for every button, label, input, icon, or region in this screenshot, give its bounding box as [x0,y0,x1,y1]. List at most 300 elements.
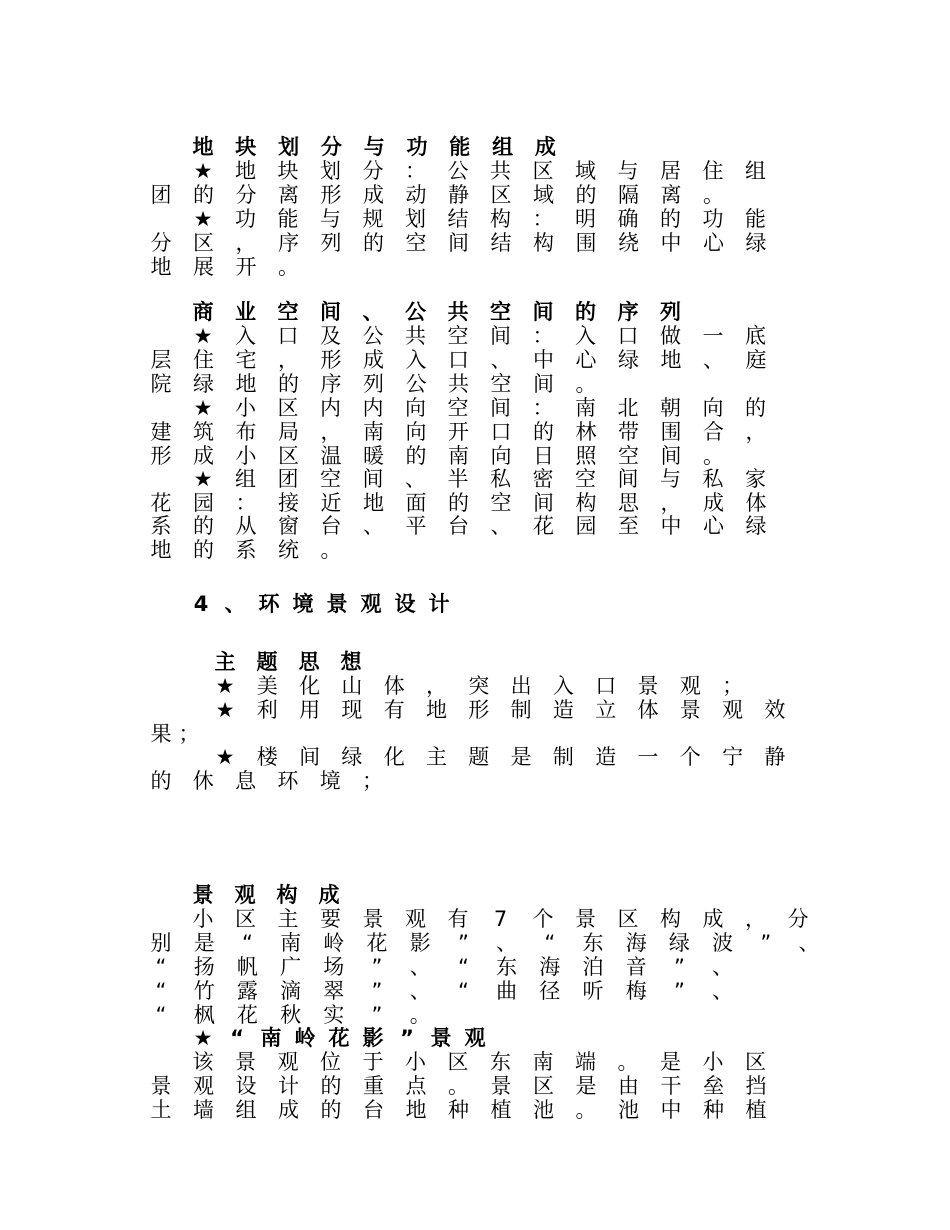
text-char: 从 [235,514,257,538]
text-char: 口 [617,324,639,348]
text-char: 听 [582,979,604,1003]
text-char: 业 [235,300,256,324]
text-char: 东 [496,955,518,979]
text-char: 分 [150,231,172,255]
text-char: 设 [394,592,416,616]
text-char: 层 [150,348,172,372]
text-char: ： [532,396,554,420]
text-char: 主 [277,907,299,931]
text-char: ★ [193,324,213,348]
text-char: 植 [745,1098,767,1122]
text-char: 结 [490,231,512,255]
text-char: 枫 [193,1003,215,1027]
text-char: 照 [575,444,597,468]
text-char: ； [178,722,200,746]
text-char: 景 [235,1050,256,1074]
text-char: 划 [405,207,426,231]
text-char: 序 [617,300,639,324]
text-char: ， [278,348,299,372]
text-char: ” [371,955,383,979]
text-char: 开 [235,255,257,279]
text-char: 形 [320,183,342,207]
text-char: 池 [533,1098,554,1122]
text-char: 的 [320,1098,342,1122]
text-char: ★ [215,745,235,769]
text-char: 园 [193,491,214,515]
text-char: 功 [406,135,428,159]
text-char: 共 [405,324,426,348]
text-char: 造 [552,698,574,722]
text-char: 岭 [323,931,345,955]
text-char: 空 [490,372,512,396]
text-char: ： [532,324,554,348]
text-char: 广 [280,955,302,979]
text-char: 主 [214,650,236,674]
text-char: 静 [764,745,786,769]
text-char: 区 [617,907,639,931]
text-char: 影 [409,931,431,955]
text-char: 住 [702,159,724,183]
text-char: 花 [150,491,172,515]
text-char: 是 [575,1074,597,1098]
text-char: ★ [193,396,213,420]
text-char: 序 [278,231,299,255]
text-char: 至 [618,514,639,538]
text-char: 中 [660,1098,682,1122]
text-char: 区 [277,396,299,420]
text-char: “ [230,1026,244,1050]
text-char: 成 [278,1098,299,1122]
text-char: 台 [320,514,342,538]
text-char: 向 [405,420,427,444]
text-char: 墙 [193,1098,214,1122]
text-char: 家 [745,467,766,491]
text-char: 观 [405,907,426,931]
text-char: 间 [490,324,511,348]
text-char: 现 [341,698,363,722]
text-char: 环 [258,592,280,616]
text-char: 想 [340,650,362,674]
text-char: 共 [490,159,511,183]
text-char: 、 [703,348,724,372]
text-char: 构 [575,491,597,515]
text-char: 果 [150,722,172,746]
text-char: 由 [618,1074,639,1098]
text-char: 窗 [278,514,299,538]
text-char: 公 [405,300,426,324]
text-char: 形 [468,698,490,722]
text-char: 息 [235,769,257,793]
text-char: ： [405,159,426,183]
text-char: 组 [745,159,766,183]
text-char: 景 [192,883,214,907]
text-char: 向 [702,396,724,420]
text-char: 点 [405,1074,427,1098]
text-char: ” [673,955,685,979]
text-char: 立 [595,698,617,722]
text-char: 花 [533,514,554,538]
text-char: 南 [575,396,596,420]
text-char: “ [544,931,556,955]
text-char: 地 [660,348,682,372]
text-char: ， [745,907,766,931]
text-char: 近 [320,491,342,515]
text-char: 成 [363,348,384,372]
text-char: 观 [193,1074,214,1098]
text-char: 景 [326,592,348,616]
text-char: 的 [193,538,214,562]
text-char: 形 [320,348,342,372]
text-char: 庭 [745,348,767,372]
text-char: 团 [150,183,172,207]
text-char: 干 [660,1074,682,1098]
text-char: 构 [533,231,554,255]
text-char: ， [320,420,342,444]
text-char: 岭 [294,1026,316,1050]
text-char: 帆 [236,955,258,979]
text-char: 、 [496,931,518,955]
text-char: 离 [660,183,682,207]
text-char: 的 [575,300,596,324]
text-char: 暖 [363,444,384,468]
text-char: 口 [490,420,512,444]
text-char: 内 [320,396,341,420]
text-char: 小 [192,907,214,931]
text-char: 朝 [660,396,681,420]
text-char: “ [457,955,469,979]
text-char: 心 [703,231,724,255]
text-char: 的 [278,372,299,396]
text-char: 题 [256,650,278,674]
text-char: 住 [193,348,214,372]
text-char: 、 [409,979,431,1003]
text-char: 地 [235,372,257,396]
text-char: 观 [464,1026,486,1050]
text-char: 组 [492,135,514,159]
text-char: ★ [193,1026,213,1050]
text-char: 心 [575,348,597,372]
text-char: 楼 [256,745,278,769]
text-char: 设 [235,1074,257,1098]
text-char: 台 [448,514,469,538]
text-char: 、 [490,348,512,372]
text-char: 间 [533,372,554,396]
text-char: 南 [260,1026,282,1050]
text-char: 植 [490,1098,512,1122]
text-char: 扬 [193,955,215,979]
text-char: 实 [323,1003,345,1027]
text-char: 地 [150,538,172,562]
text-char: 、 [712,979,734,1003]
text-char: 构 [660,907,681,931]
text-char: 、 [363,514,384,538]
text-char: 观 [722,698,744,722]
text-char: 成 [363,183,384,207]
text-char: 观 [234,883,256,907]
text-char: 小 [405,1050,426,1074]
text-char: 要 [320,907,341,931]
text-char: 绿 [193,372,214,396]
text-char: 梅 [625,979,647,1003]
text-char: 能 [449,135,471,159]
text-char: 空 [277,300,299,324]
text-char: 美 [256,674,278,698]
text-char: “ [457,979,469,1003]
text-char: 成 [702,907,724,931]
text-char: 明 [575,207,596,231]
text-char: 温 [320,444,342,468]
text-char: 确 [617,207,639,231]
text-char: 间 [617,467,639,491]
text-char: 成 [318,883,340,907]
text-char: 围 [575,231,597,255]
text-char: 成 [534,135,556,159]
text-char: 间 [533,491,554,515]
text-char: ★ [215,674,235,698]
text-char: 日 [533,444,554,468]
text-char: 个 [679,745,701,769]
text-char: ” [371,979,383,1003]
text-char: 入 [552,674,574,698]
text-char: 7 [493,907,508,931]
text-char: ： [532,207,554,231]
text-char: 景 [490,1074,512,1098]
text-char: 是 [510,745,532,769]
text-char: 口 [595,674,617,698]
text-char: 团 [277,467,299,491]
text-char: 环 [277,769,299,793]
text-char: 空 [575,467,596,491]
text-char: 分 [235,183,257,207]
text-char: 绿 [745,231,767,255]
text-char: 海 [539,955,561,979]
text-char: 曲 [496,979,518,1003]
text-char: 开 [448,420,469,444]
text-char: 区 [278,444,299,468]
text-char: 景 [575,907,596,931]
text-char: 是 [193,931,215,955]
text-char: 化 [299,674,321,698]
text-char: 东 [582,931,604,955]
text-char: 间 [660,444,682,468]
text-char: 口 [277,324,299,348]
text-char: ★ [215,698,235,722]
text-char: 。 [278,255,299,279]
text-char: 分 [362,159,384,183]
text-char: 4 [193,592,209,616]
text-char: 地 [150,255,172,279]
text-char: 带 [618,420,639,444]
text-char: ★ [193,159,213,183]
text-char: “ [241,931,253,955]
text-char: 与 [363,135,385,159]
text-char: 间 [448,231,469,255]
text-char: 、 [224,592,246,616]
text-char: ” [760,931,772,955]
text-char: 商 [192,300,214,324]
text-char: 统 [278,538,299,562]
text-char: 径 [539,979,561,1003]
text-char: ” [673,979,685,1003]
text-char: 入 [235,324,256,348]
text-char: 区 [532,159,554,183]
text-char: 中 [533,348,554,372]
text-char: 翠 [323,979,345,1003]
text-char: 的 [533,420,554,444]
text-char: 的 [575,183,597,207]
text-char: 土 [150,1098,172,1122]
text-char: 中 [660,231,682,255]
text-char: 接 [278,491,299,515]
text-char: 组 [235,1098,257,1122]
text-char: 的 [193,514,214,538]
text-char: 的 [363,231,384,255]
text-char: 能 [277,207,299,231]
text-char: 向 [490,444,512,468]
text-char: 、 [362,300,384,324]
text-char: 成 [703,491,724,515]
text-char: ” [371,1003,383,1027]
text-char: 块 [277,159,299,183]
text-char: 口 [448,348,469,372]
text-char: 分 [320,135,342,159]
text-char: 。 [575,1098,597,1122]
text-char: 区 [193,231,214,255]
text-char: 主 [426,745,447,769]
text-char: 半 [447,467,469,491]
text-char: 别 [150,931,172,955]
text-char: 共 [447,300,469,324]
text-char: 一 [637,745,659,769]
text-char: 系 [150,514,172,538]
text-char: 绿 [745,514,767,538]
text-char: 空 [320,467,341,491]
text-char: 思 [298,650,320,674]
text-char: 向 [405,396,426,420]
text-char: 景 [637,674,659,698]
text-char: 位 [320,1050,341,1074]
text-char: 。 [703,183,724,207]
text-char: 系 [235,538,257,562]
text-char: 是 [660,1050,681,1074]
text-char: 平 [405,514,427,538]
text-char: 。 [575,372,597,396]
text-char: “ [155,955,167,979]
text-char: 域 [575,159,596,183]
text-char: 列 [363,372,384,396]
text-char: 境 [292,592,314,616]
text-char: “ [155,979,167,1003]
text-char: 区 [235,907,256,931]
text-char: 心 [703,514,724,538]
text-char: 秋 [280,1003,302,1027]
text-char: 间 [299,745,321,769]
text-char: 计 [428,592,450,616]
text-char: 筑 [193,420,214,444]
text-char: 花 [236,1003,258,1027]
text-char: 与 [617,159,639,183]
text-char: ； [722,674,744,698]
text-char: 造 [595,745,617,769]
text-char: 南 [448,444,469,468]
text-char: 端 [575,1050,596,1074]
text-char: 私 [702,467,724,491]
text-char: 重 [363,1074,384,1098]
text-char: 休 [192,769,214,793]
text-char: 地 [235,159,256,183]
text-char: 与 [320,207,341,231]
text-char: 景 [362,907,384,931]
text-char: 、 [712,955,734,979]
text-char: 规 [362,207,384,231]
text-char: 体 [383,674,405,698]
text-char: 境 [319,769,341,793]
text-char: 竹 [193,979,215,1003]
text-char: 空 [405,231,427,255]
text-char: 共 [448,372,469,396]
text-char: 园 [575,514,597,538]
text-char: 花 [366,931,388,955]
text-char: 化 [383,745,405,769]
text-char: 小 [702,1050,724,1074]
text-char: 。 [448,1074,469,1098]
text-char: ” [457,931,469,955]
text-char: 空 [618,444,639,468]
text-char: 的 [150,769,172,793]
text-char: 地 [426,698,447,722]
text-char: 块 [235,135,257,159]
text-char: 泊 [582,955,604,979]
text-char: 小 [235,396,256,420]
text-char: 私 [490,467,511,491]
text-char: 南 [363,420,384,444]
text-char: 院 [150,372,172,396]
text-char: 间 [320,300,341,324]
text-char: 、 [409,955,431,979]
text-char: 、 [490,514,512,538]
text-char: 宁 [722,745,744,769]
text-char: 的 [745,396,766,420]
text-char: 体 [637,698,659,722]
text-char: 做 [660,324,681,348]
text-char: 内 [362,396,384,420]
text-char: 利 [256,698,278,722]
text-char: 间 [490,396,511,420]
text-char: “ [155,1003,167,1027]
text-char: 垒 [703,1074,724,1098]
text-char: 种 [448,1098,469,1122]
text-char: 功 [702,207,724,231]
text-char: 入 [405,348,427,372]
text-char: 场 [323,955,345,979]
text-char: 构 [490,207,511,231]
text-char: 静 [448,183,469,207]
text-char: 小 [235,444,257,468]
text-char: 间 [532,300,554,324]
text-char: 地 [405,1098,427,1122]
text-char: 南 [532,1050,554,1074]
text-char: ” [400,1026,414,1050]
text-char: 公 [405,372,427,396]
text-char: ， [426,674,447,698]
text-char: 空 [490,300,511,324]
text-char: 围 [660,420,682,444]
text-char: 构 [276,883,298,907]
text-char: 绿 [668,931,690,955]
text-char: 用 [299,698,321,722]
text-char: 区 [490,183,512,207]
text-char: 密 [532,467,554,491]
